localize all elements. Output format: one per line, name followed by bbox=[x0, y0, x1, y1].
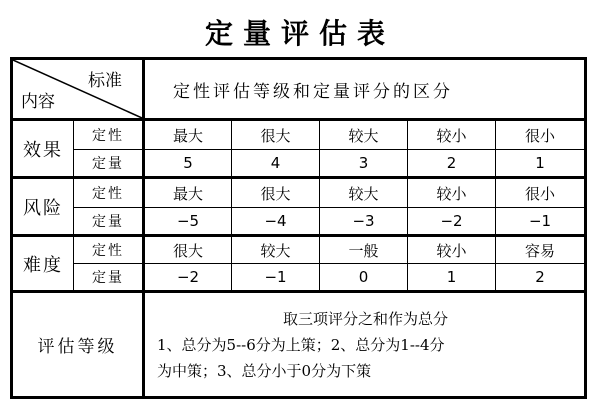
table-cell: 较大 bbox=[320, 178, 408, 208]
table-cell: 较小 bbox=[408, 120, 496, 150]
table-cell: 很大 bbox=[232, 120, 320, 150]
summary-text bbox=[144, 292, 586, 398]
sub-label-qual: 定性 bbox=[74, 120, 144, 150]
table-cell: 很小 bbox=[496, 120, 586, 150]
table-cell: 很大 bbox=[144, 236, 232, 264]
table-cell: 一般 bbox=[320, 236, 408, 264]
table-cell: −1 bbox=[232, 264, 320, 292]
table-cell: −5 bbox=[144, 208, 232, 236]
table-cell: 较小 bbox=[408, 178, 496, 208]
category-difficulty: 难度 bbox=[12, 236, 74, 292]
summary-row bbox=[12, 292, 586, 398]
header-title: 定性评估等级和定量评分的区分 bbox=[144, 59, 586, 120]
category-risk: 风险 bbox=[12, 178, 74, 236]
sub-label-qual: 定性 bbox=[74, 236, 144, 264]
table-cell: −2 bbox=[144, 264, 232, 292]
evaluation-table bbox=[10, 57, 587, 399]
table-cell: 2 bbox=[496, 264, 586, 292]
table-cell: −3 bbox=[320, 208, 408, 236]
table-cell: 最大 bbox=[144, 178, 232, 208]
table-cell: 2 bbox=[408, 150, 496, 178]
corner-label-standard: 标准 bbox=[88, 71, 122, 91]
sub-label-qual: 定性 bbox=[74, 178, 144, 208]
table-cell: 5 bbox=[144, 150, 232, 178]
table-cell: 较小 bbox=[408, 236, 496, 264]
table-cell: 0 bbox=[320, 264, 408, 292]
summary-label: 评估等级 bbox=[12, 292, 144, 398]
table-cell: −4 bbox=[232, 208, 320, 236]
table-cell: −2 bbox=[408, 208, 496, 236]
table-row bbox=[12, 150, 586, 178]
table-row bbox=[12, 178, 586, 208]
category-effect: 效果 bbox=[12, 120, 74, 178]
table-cell: −1 bbox=[496, 208, 586, 236]
table-cell: 3 bbox=[320, 150, 408, 178]
table-row bbox=[12, 236, 586, 264]
sub-label-quant: 定量 bbox=[74, 150, 144, 178]
table-row bbox=[12, 208, 586, 236]
table-cell: 1 bbox=[408, 264, 496, 292]
table-cell: 很大 bbox=[232, 178, 320, 208]
table-row bbox=[12, 264, 586, 292]
table-cell: 较大 bbox=[232, 236, 320, 264]
sub-label-quant: 定量 bbox=[74, 264, 144, 292]
summary-line-1: 取三项评分之和作为总分 bbox=[283, 309, 449, 328]
summary-line-3: 为中策；3、总分小于0分为下策 bbox=[157, 361, 372, 380]
table-cell: 很小 bbox=[496, 178, 586, 208]
table-cell: 1 bbox=[496, 150, 586, 178]
header-row bbox=[12, 59, 586, 120]
corner-cell bbox=[12, 59, 144, 120]
table-cell: 容易 bbox=[496, 236, 586, 264]
summary-line-2: 1、总分为5--6分为上策；2、总分为1--4分 bbox=[157, 335, 445, 354]
table-cell: 较大 bbox=[320, 120, 408, 150]
sub-label-quant: 定量 bbox=[74, 208, 144, 236]
page-title: 定量评估表 bbox=[204, 17, 395, 50]
corner-label-content: 内容 bbox=[21, 92, 55, 112]
table-cell: 最大 bbox=[144, 120, 232, 150]
table-row bbox=[12, 120, 586, 150]
table-cell: 4 bbox=[232, 150, 320, 178]
